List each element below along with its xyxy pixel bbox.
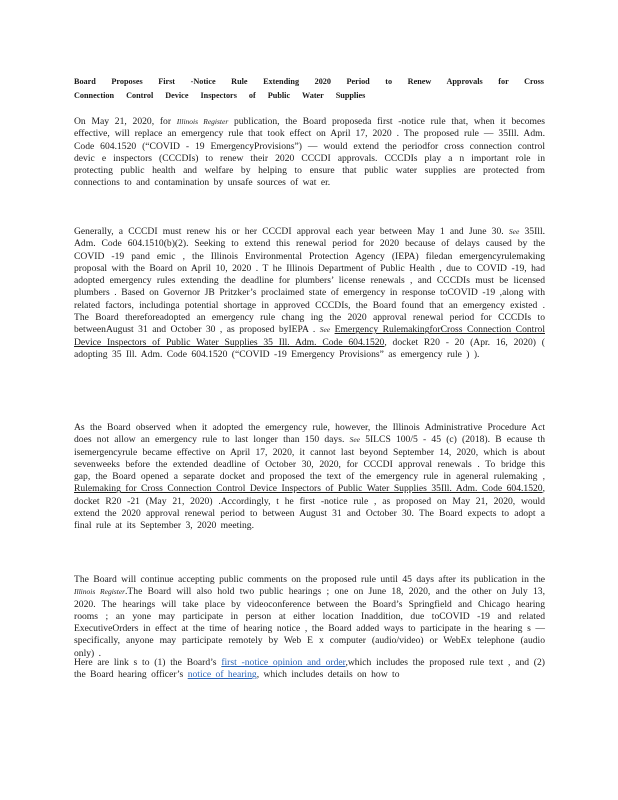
- journal-name: Illinois Register: [74, 587, 126, 597]
- document-title: Board Proposes First -Notice Rule Extending 2020 Period to Renew Approvals for Cross Connection Control Device Inspectors of Public Water Supplies: [74, 77, 544, 100]
- paragraph-4: The Board will continue accepting public comments on the proposed rule until 45 days after its publication in the Illinois Register.The Board will also hold two public hearings ; one on June 18, 2020, and the other on July 13, 2020. The hearings will take place by videoconference between the Board’s Springfield and Chicago hearing rooms ; an yone may participate in person at either location Inaddition, due toCOVID -19 and related ExecutiveOrders in effect at the time of hearing notice , the Board added ways to participate in the hearing s — specifically, anyone may participate remotely by Web E x computer (audio/video) or WebEx telephone (audio only) .: [74, 574, 545, 659]
- case-citation-r20-20: Emergency RulemakingforCross Connection Control Device Inspectors of Public Water Supplies 35 Ill. Adm. Code 604.1520: [74, 324, 545, 348]
- case-citation-r20-21: Rulemaking for Cross Connection Control Device Inspectors of Public Water Supplies 35Ill. Adm. Code 604.1520: [74, 483, 543, 495]
- paragraph-3: As the Board observed when it adopted the emergency rule, however, the Illinois Administrative Procedure Act does not allow an emergency rule to last longer than 150 days. See 5ILCS 100/5 - 45 (c) (2018). B ecause th isemergencyrule became effective on April 17, 2020, it cannot last beyond September 14, 2020, which is about sevenweeks before the extended deadline of October 30, 2020, for CCCDI approval renewals . To bridge this gap, the Board opened a separate docket and proposed the text of the emergency rule in ageneral rulemaking , Rulemaking for Cross Connection Control Device Inspectors of Public Water Supplies 35Ill. Adm. Code 604.1520, docket R20 -21 (May 21, 2020) .Accordingly, t he first -notice rule , as proposed on May 21, 2020, would extend the 2020 approval renewal period to between August 31 and October 30. The Board expects to adopt a final rule at its September 3, 2020 meeting.: [74, 422, 546, 532]
- notice-of-hearing-link[interactable]: notice of hearing: [187, 669, 257, 681]
- first-notice-opinion-link[interactable]: first -notice opinion and order: [221, 657, 346, 668]
- journal-name: Illinois Register: [176, 117, 229, 126]
- paragraph-1: On May 21, 2020, for Illinois Register publication, the Board proposeda first -notice rule that, when it becomes effective, will replace an emergency rule that took effect on April 17, 2020 . The proposed rule — 35Ill. Adm. Code 604.1520 (“COVID - 19 EmergencyProvisions”) — would extend the periodfor cross connection control devic e inspectors (CCCDIs) to renew their 2020 CCCDI approvals. CCCDIs play a n important role in protecting public health and welfare by helping to ensure that public water supplies are protected from connections to and contamination by unsafe sources of wat er.: [74, 116, 546, 189]
- paragraph-2: Generally, a CCCDI must renew his or her CCCDI approval each year between May 1 and June 30. See 35Ill. Adm. Code 604.1510(b)(2). Seeking to extend this renewal period for 2020 because of delays caused by the COVID -19 pand emic , the Illinois Environmental Protection Agency (IEPA) filedan emergencyrulemaking proposal with the Board on April 10, 2020 . T he Illinois Department of Public Health , due to COVID -19, had adopted emergency rules extending the deadline for plumbers’ license renewals , and CCCDIs must be licensed plumbers . Based on Governor JB Pritzker’s proclaimed state of emergency in response toCOVID -19 ,along with related factors, includinga potential shortage in approved CCCDIs, the Board found that an emergency existed . The Board thereforeadopted an emergency rule chang ing the 2020 approval renewal period for CCCDIs to betweenAugust 31 and October 30 , as proposed byIEPA . See Emergency RulemakingforCross Connection Control Device Inspectors of Public Water Supplies 35 Ill. Adm. Code 604.1520, docket R20 - 20 (Apr. 16, 2020) ( adopting 35 Ill. Adm. Code 604.1520 (“COVID -19 Emergency Provisions” as emergency rule ) ).: [74, 226, 546, 360]
- paragraph-5: Here are link s to (1) the Board’s first -notice opinion and order,which includes the proposed rule text , and (2) the Board hearing officer’s notice of hearing, which includes details on how to: [74, 657, 545, 681]
